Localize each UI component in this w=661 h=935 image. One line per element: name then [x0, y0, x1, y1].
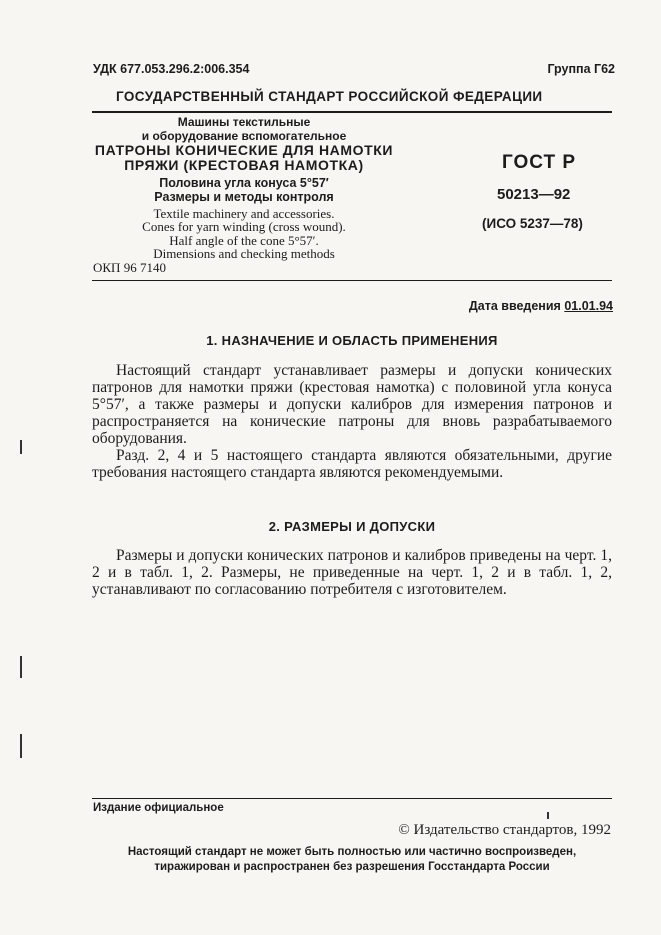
scan-mark: [547, 812, 549, 819]
scan-mark: [20, 440, 22, 454]
english-title-line-1: Textile machinery and accessories.: [153, 206, 335, 221]
okp-code: ОКП 96 7140: [93, 260, 166, 275]
group-code: Группа Г62: [547, 62, 615, 76]
footer-divider: [92, 798, 612, 799]
reproduction-notice-line-1: Настоящий стандарт не может быть полностью или частично воспроизведен,: [127, 846, 577, 858]
category-line-1: Машины текстильные: [177, 115, 311, 129]
introduction-date: [469, 299, 613, 313]
title-divider: [92, 280, 612, 281]
gost-label: ГОСТ Р: [502, 152, 577, 173]
state-standard-heading: ГОСУДАРСТВЕННЫЙ СТАНДАРТ РОССИЙСКОЙ ФЕДЕРАЦИИ: [116, 89, 543, 104]
edition-label: Издание официальное: [93, 802, 224, 814]
english-title-line-2: Cones for yarn winding (cross wound).: [142, 219, 346, 234]
section-2-heading: 2. РАЗМЕРЫ И ДОПУСКИ: [268, 519, 436, 534]
dimensions-line: Размеры и методы контроля: [154, 190, 334, 204]
header-divider: [92, 111, 612, 113]
english-title-line-4: Dimensions and checking methods: [153, 246, 335, 261]
section-1-paragraph-1: Настоящий стандарт устанавливает размеры и допуски конических патронов для намотки пряжи (крестовая намотка) с половиной угла конуса 5°57′, а также размеры и допуски калибров для измерения патронов и распространяется на конические патроны для вновь разрабатываемого оборудования.: [92, 362, 612, 447]
introduction-date-label: Дата введения: [468, 299, 561, 313]
cone-angle-line: Половина угла конуса 5°57′: [159, 176, 329, 190]
section-1-body: [92, 362, 612, 481]
scan-mark: [20, 734, 22, 758]
copyright-notice: © Издательство стандартов, 1992: [398, 822, 611, 838]
reproduction-notice-line-2: тиражирован и распространен без разрешения Госстандарта России: [154, 861, 550, 873]
section-1-paragraph-2: Разд. 2, 4 и 5 настоящего стандарта являются обязательными, другие требования настоящего стандарта являются рекомендуемыми.: [92, 447, 612, 481]
gost-number: 50213—92: [497, 186, 571, 203]
english-title-line-3: Half angle of the cone 5°57′.: [169, 233, 319, 248]
iso-reference: (ИСО 5237—78): [482, 216, 583, 231]
category-line-2: и оборудование вспомогательное: [141, 129, 347, 143]
section-2-paragraph-1: Размеры и допуски конических патронов и калибров приведены на черт. 1, 2 и в табл. 1, 2. Размеры, не приведенные на черт. 1, 2 и в табл. 1, 2, устанавливают по согласованию потребителя с изготовителем.: [92, 547, 612, 598]
section-1-heading: 1. НАЗНАЧЕНИЕ И ОБЛАСТЬ ПРИМЕНЕНИЯ: [206, 333, 498, 348]
section-2-body: [92, 547, 612, 598]
udk-code: УДК 677.053.296.2:006.354: [93, 62, 250, 76]
document-title-line-1: ПАТРОНЫ КОНИЧЕСКИЕ ДЛЯ НАМОТКИ: [94, 142, 394, 158]
document-title-line-2: ПРЯЖИ (КРЕСТОВАЯ НАМОТКА): [124, 157, 364, 173]
introduction-date-value: 01.01.94: [564, 299, 613, 313]
scan-mark: [20, 656, 22, 678]
